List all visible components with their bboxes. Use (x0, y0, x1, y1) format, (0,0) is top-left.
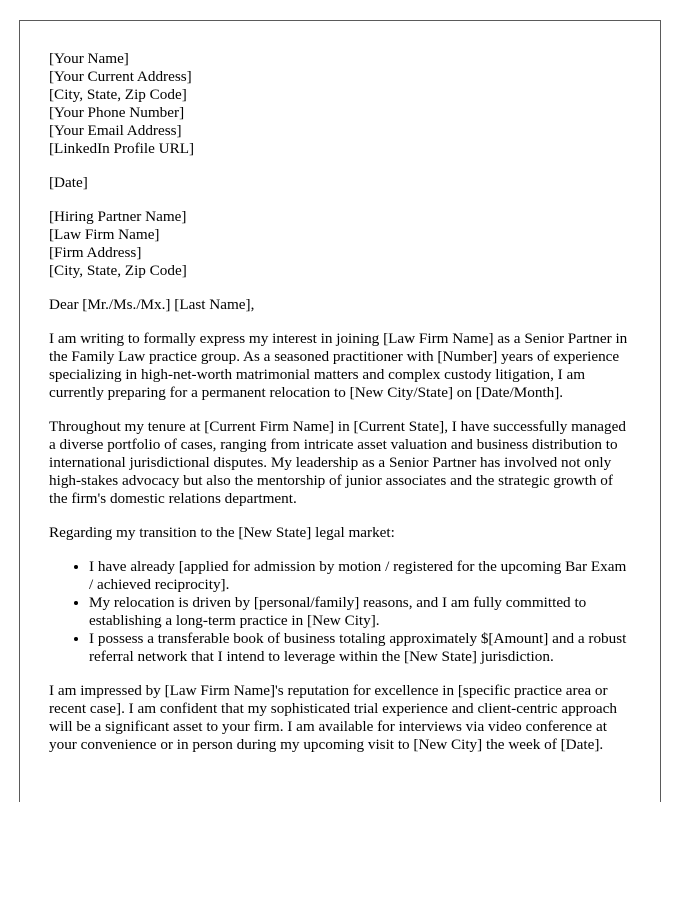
letter-body (49, 50, 633, 770)
paragraph-closing: I am impressed by [Law Firm Name]'s reputation for excellence in [specific practice area or recent case]. I am confident that my sophisticated trial experience and client-centric approach will be a significant asset to your firm. I am available for interviews via video conference at your convenience or in person during my upcoming visit to [New City] the week of [Date]. (49, 682, 617, 753)
bullet-item-relocation: • My relocation is driven by [personal/family] reasons, and I am fully committed to establishing a long-term practice in [New City]. (89, 594, 633, 630)
paragraph-intro: I am writing to formally express my interest in joining [Law Firm Name] as a Senior Partner in the Family Law practice group. As a seasoned practitioner with [Number] years of experience specializing in high-net-worth matrimonial matters and complex custody litigation, I am currently preparing for a permanent relocation to [New City/State] on [Date/Month]. (49, 330, 628, 401)
letter-date: [Date] (49, 174, 88, 191)
recipient-address: [Firm Address] (49, 244, 142, 261)
sender-phone: [Your Phone Number] (49, 104, 185, 121)
sender-city-state-zip: [City, State, Zip Code] (49, 86, 187, 103)
bullet-item-admission: • I have already [applied for admission by motion / registered for the upcoming Bar Exam / achieved reciprocity]. (89, 558, 633, 594)
paragraph-transition: Regarding my transition to the [New State] legal market: (49, 524, 395, 541)
salutation: Dear [Mr./Ms./Mx.] [Last Name], (49, 296, 255, 313)
sender-name: [Your Name] (49, 50, 129, 67)
recipient-city-state-zip: [City, State, Zip Code] (49, 262, 187, 279)
transition-bullet-list (49, 558, 633, 666)
recipient-block (49, 208, 633, 280)
sender-email: [Your Email Address] (49, 122, 182, 139)
sender-linkedin: [LinkedIn Profile URL] (49, 140, 195, 157)
bullet-item-book-of-business: • I possess a transferable book of business totaling approximately $[Amount] and a robust referral network that I intend to leverage within the [New State] jurisdiction. (89, 630, 633, 666)
sender-address: [Your Current Address] (49, 68, 192, 85)
recipient-name: [Hiring Partner Name] (49, 208, 187, 225)
letter-page (19, 20, 661, 802)
sender-block (49, 50, 633, 158)
paragraph-experience: Throughout my tenure at [Current Firm Name] in [Current State], I have successfully managed a diverse portfolio of cases, ranging from intricate asset valuation and business distribution to international jurisdictional disputes. My leadership as a Senior Partner has involved not only high-stakes advocacy but also the mentorship of junior associates and the strategic growth of the firm's domestic relations department. (49, 418, 626, 507)
recipient-firm: [Law Firm Name] (49, 226, 160, 243)
date-block (49, 174, 633, 192)
